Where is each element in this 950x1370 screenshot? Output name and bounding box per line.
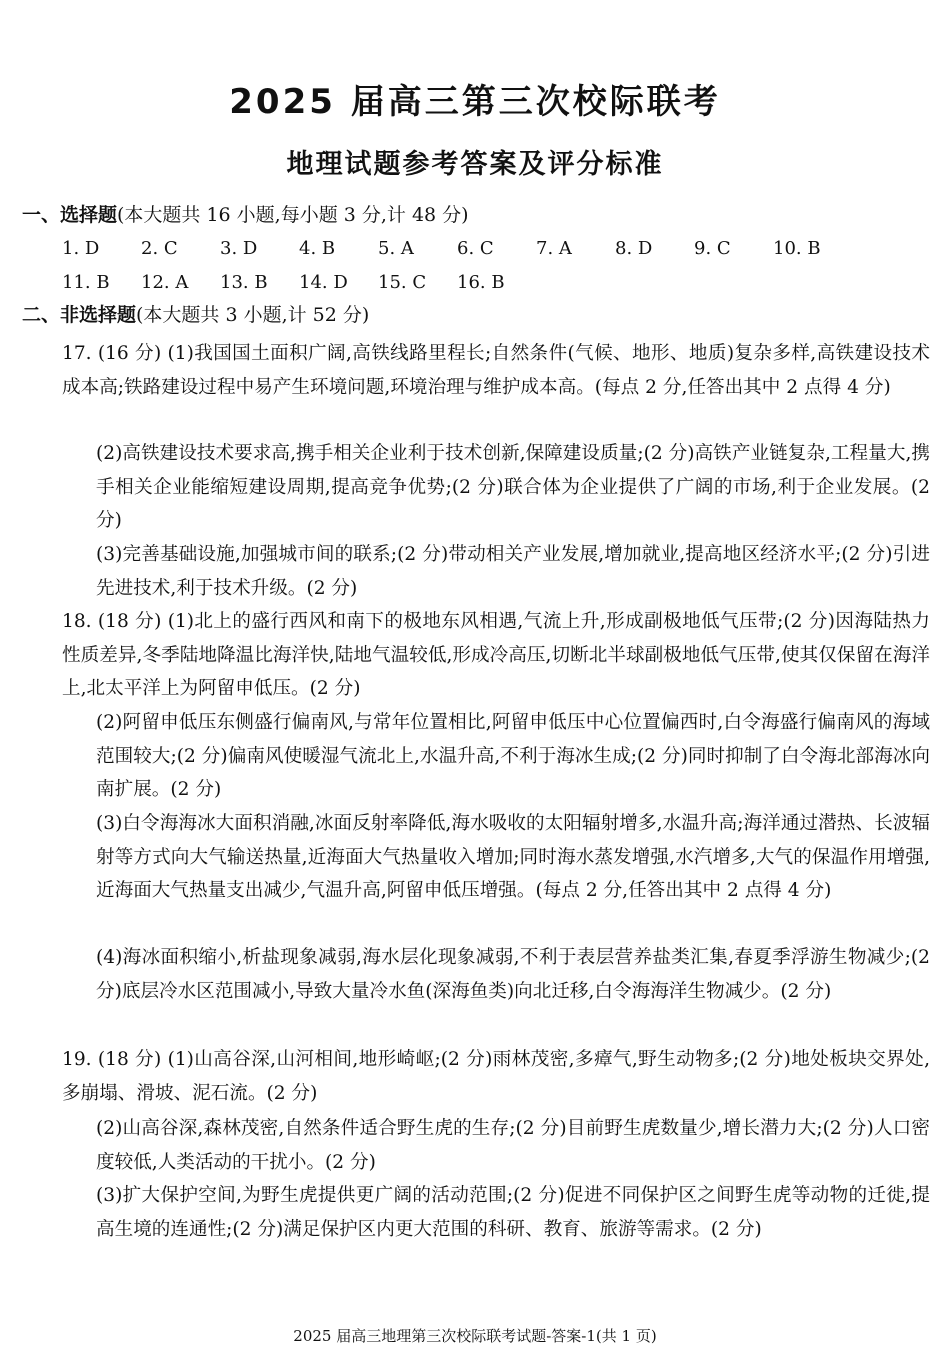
answer-item: 9. C bbox=[694, 238, 731, 259]
q17-part3: (3)完善基础设施,加强城市间的联系;(2 分)带动相关产业发展,增加就业,提高地区经济水平;(2 分)引进先进技术,利于技术升级。(2 分) bbox=[96, 544, 930, 599]
section-multiple-choice-heading bbox=[22, 198, 932, 232]
answer-item: 6. C bbox=[457, 238, 494, 259]
q19-part1: 19. (18 分) (1)山高谷深,山河相间,地形崎岖;(2 分)雨林茂密,多瘴气,野生动物多;(2 分)地处板块交界处,多崩塌、滑坡、泥石流。(2 分) bbox=[62, 1049, 930, 1104]
answer-item: 15. C bbox=[378, 272, 427, 293]
answer-item: 16. B bbox=[457, 272, 505, 293]
q18-part4: (4)海冰面积缩小,析盐现象减弱,海水层化现象减弱,不利于表层营养盐类汇集,春夏季浮游生物减少;(2 分)底层冷水区范围减小,导致大量冷水鱼(深海鱼类)向北迁移,白令海海洋生物减少。(2 分) bbox=[96, 947, 930, 1002]
page-subtitle: 地理试题参考答案及评分标准 bbox=[286, 149, 664, 180]
q19-part3: (3)扩大保护空间,为野生虎提供更广阔的活动范围;(2 分)促进不同保护区之间野生虎等动物的迁徙,提高生境的连通性;(2 分)满足保护区内更大范围的科研、教育、旅游等需求。(2 分) bbox=[96, 1185, 930, 1240]
answer-row-2 bbox=[62, 266, 922, 300]
answer-item: 12. A bbox=[141, 272, 189, 293]
answer-item: 13. B bbox=[220, 272, 268, 293]
section-note: (本大题共 16 小题,每小题 3 分,计 48 分) bbox=[117, 204, 469, 226]
q18-part1: 18. (18 分) (1)北上的盛行西风和南下的极地东风相遇,气流上升,形成副极地低气压带;(2 分)因海陆热力性质差异,冬季陆地降温比海洋快,陆地气温较低,形成冷高压,切断北半球副极地低气压带,使其仅保留在海洋上,北太平洋上为阿留申低压。(2 分) bbox=[62, 611, 930, 699]
answer-item: 3. D bbox=[220, 238, 258, 259]
answer-item: 14. D bbox=[299, 272, 348, 293]
section-heading: 一、选择题 bbox=[22, 204, 118, 226]
page-title: 2025 届高三第三次校际联考 bbox=[229, 82, 721, 122]
answer-item: 1. D bbox=[62, 238, 100, 259]
answer-item: 10. B bbox=[773, 238, 821, 259]
q17-part2: (2)高铁建设技术要求高,携手相关企业利于技术创新,保障建设质量;(2 分)高铁产业链复杂,工程量大,携手相关企业能缩短建设周期,提高竞争优势;(2 分)联合体为企业提供了广阔的市场,利于企业发展。(2 分) bbox=[96, 443, 930, 531]
answer-item: 5. A bbox=[378, 238, 414, 259]
section-note: (本大题共 3 小题,计 52 分) bbox=[136, 304, 370, 326]
q17-part1: 17. (16 分) (1)我国国土面积广阔,高铁线路里程长;自然条件(气候、地形、地质)复杂多样,高铁建设技术成本高;铁路建设过程中易产生环境问题,环境治理与维护成本高。(每点 2 分,任答出其中 2 点得 4 分) bbox=[62, 343, 930, 398]
page-footer: 2025 届高三地理第三次校际联考试题-答案-1(共 1 页) bbox=[293, 1327, 657, 1345]
answer-item: 8. D bbox=[615, 238, 653, 259]
q18-part2: (2)阿留申低压东侧盛行偏南风,与常年位置相比,阿留申低压中心位置偏西时,白令海盛行偏南风的海域范围较大;(2 分)偏南风使暖湿气流北上,水温升高,不利于海冰生成;(2 分)同时抑制了白令海北部海冰向南扩展。(2 分) bbox=[96, 712, 930, 800]
section-free-response-heading bbox=[22, 298, 932, 332]
q18-part3: (3)白令海海冰大面积消融,冰面反射率降低,海水吸收的太阳辐射增多,水温升高;海洋通过潜热、长波辐射等方式向大气输送热量,近海面大气热量收入增加;同时海水蒸发增强,水汽增多,大气的保温作用增强,近海面大气热量支出减少,气温升高,阿留申低压增强。(每点 2 分,任答出其中 2 点得 4 分) bbox=[96, 813, 930, 901]
answer-item: 4. B bbox=[299, 238, 336, 259]
section-heading: 二、非选择题 bbox=[22, 304, 137, 326]
q19-part2: (2)山高谷深,森林茂密,自然条件适合野生虎的生存;(2 分)目前野生虎数量少,增长潜力大;(2 分)人口密度较低,人类活动的干扰小。(2 分) bbox=[96, 1118, 930, 1173]
answer-item: 11. B bbox=[62, 272, 110, 293]
answer-item: 2. C bbox=[141, 238, 178, 259]
answer-item: 7. A bbox=[536, 238, 572, 259]
answer-row-1 bbox=[62, 232, 922, 266]
